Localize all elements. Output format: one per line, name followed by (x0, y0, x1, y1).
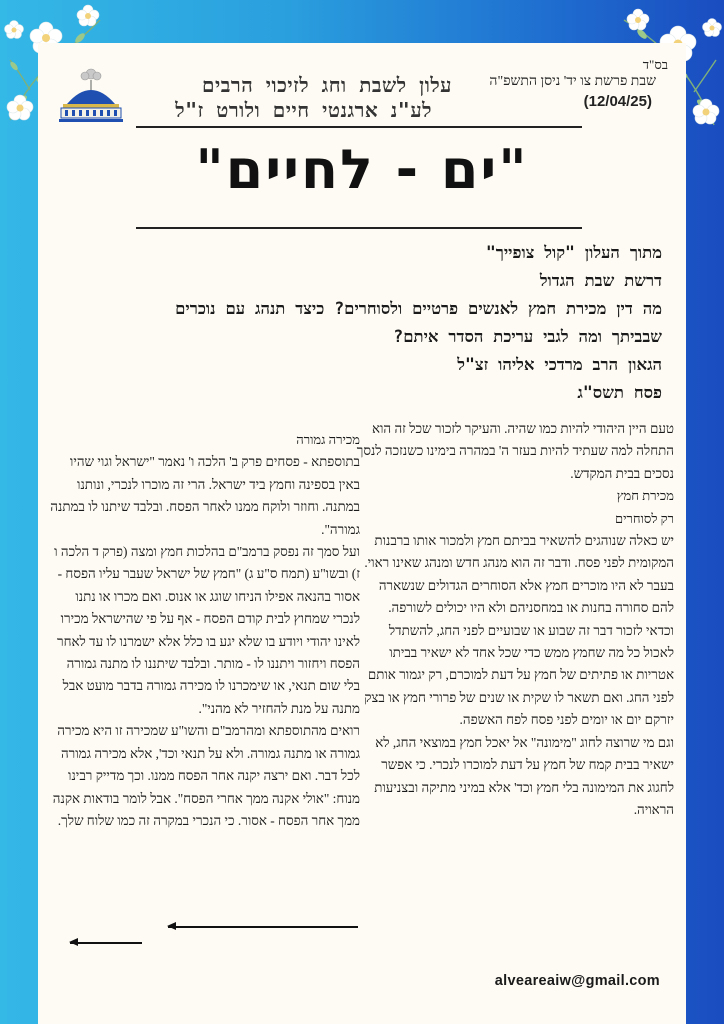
section-heading: מכירת חמץ (616, 488, 674, 504)
parasha-date-line: שבת פרשת צו יד' ניסן התשפ"ה (489, 74, 656, 89)
intro-line: מתוך העלון "קול צופייך" (485, 243, 662, 262)
gregorian-date: (12/04/25) (583, 93, 652, 110)
dedication-line: לע"נ ארגנטי חיים ולורט ז"ל (175, 98, 432, 122)
intro-line: מה דין מכירת חמץ לאנשים פרטיים ולסוחרים? כיצד תנהג עם נוכרים (175, 299, 662, 318)
newsletter-title: עלון לשבת וחג לזיכוי הרבים (202, 73, 452, 97)
paragraph: טעם היין היהודי להיות כמו שהיה. והעיקר לזכור שכל זה הוא התחלה למה שעתיד להיות בעזר ה' במהרה בימינו כשנזכה לנסך נסכים בבית המקדש. (356, 421, 674, 481)
section-subheading: רק לסוחרים (615, 510, 674, 526)
divider-bottom (136, 227, 582, 229)
intro-line: שבביתך ומה לגבי עריכת הסדר איתם? (393, 327, 662, 346)
issue-mark: בס"ד (642, 57, 668, 72)
intro-line: פסח תשס"ג (577, 383, 662, 402)
main-title: "ים - לחיים" (195, 138, 529, 201)
paragraph: בתוספתא - פסחים פרק ב' הלכה ו' נאמר "ישראל וגוי שהיו באין בספינה וחמץ ביד ישראל. הרי זה מוכרו לנכרי, ונותנו במתנה. וחוזר ולוקח ממנו לאחר הפסח. ובלבד שיתנו לו במתנה גמורה". (50, 454, 360, 537)
continue-arrow-icon (168, 926, 358, 928)
intro-line: דרשת שבת הגדול (539, 271, 662, 290)
continue-arrow-icon (70, 942, 142, 944)
paragraph: יש כאלה שנוהגים להשאיר בביתם חמץ ולמכור אותו ברבנות המקומית לפני פסח. ודבר זה הוא מנהג חדש ומנהג שאינו ראוי. בעבר לא היו מוכרים חמץ אלא הסוחרים הגדולים שנשארה להם סחורה בחנות או במחסניהם ולא היו יכולים לשורפה. (364, 533, 674, 616)
intro-line: הגאון הרב מרדכי אליהו זצ"ל (457, 355, 662, 374)
contact-email: alveareaiw@gmail.com (494, 973, 660, 989)
newsletter-sheet (38, 43, 686, 1024)
paragraph: רואים מהתוספתא ומהרמב"ם והשו"ע שמכירה זו היא מכירה גמורה או מתנה גמורה. ולא על תנאי וכד', אלא מכירה גמורה לכל דבר. ואם ירצה יקנה אחר הפסח ממנו. וכך מדייק רבינו מנוח: "אולי אקנה ממך אחרי הפסח". אבל לומר בודאות אקנה ממך אחר הפסח - אסור. כי הנכרי במקרה זה כמו שלוח שלך. (52, 723, 360, 828)
paragraph: וגם מי שרוצה לחוג "מימונה" אל יאכל חמץ במוצאי החג, לא ישאיר בבית קמח של חמץ על דעת למוכרו לנכרי. כי אפשר לחגוג את המימונה בלי חמץ וכד' אלא במיני מתיקה ובצניעות הראויה. (374, 734, 674, 817)
divider-top (136, 126, 582, 128)
intro-block (102, 239, 662, 407)
article-column-right (356, 418, 674, 821)
article-column-left (48, 429, 360, 832)
dome-building-logo-icon (55, 64, 127, 126)
paragraph: וכדאי לזכור דבר זה שבוע או שבועיים לפני החג, להשתדל לאכול כל מה שחמץ ממש כדי שכל אחד לא ישאיר בביתו אטריות או פתיתים של חמץ על דעת למוכרם, רק יגמור אותם לפני החג. ואם תשאר לו שקית או שנים של פרורי חמץ או בצק יזרקם יום או יומים לפני פסח לפח האשפה. (364, 622, 674, 728)
section-heading: מכירה גמורה (296, 432, 360, 447)
paragraph: ועל סמך זה נפסק ברמב"ם בהלכות חמץ ומצה (פרק ד הלכה ו ז) ובשו"ע (תמח ס"ע ג) "חמץ של ישראל שעבר עליו הפסח - אסור בהנאה אפילו הניחו שוגג או אנוס. ואם מכרו או נתנו לנכרי שמחוץ לבית קודם הפסח - אף על פי שהישראל מכירו לאינו יהודי ויודע בו שלא יגע בו כלל אלא ישמרנו לו עד לאחר הפסח ויחזור ויתננו לו - מותר. ובלבד שיתננו לו מתנה גמורה בלי שום תנאי, או שימכרנו לו מכירה גמורה בדבר מועט אבל מתנה על מנת להחזיר לא מהני". (54, 544, 360, 716)
